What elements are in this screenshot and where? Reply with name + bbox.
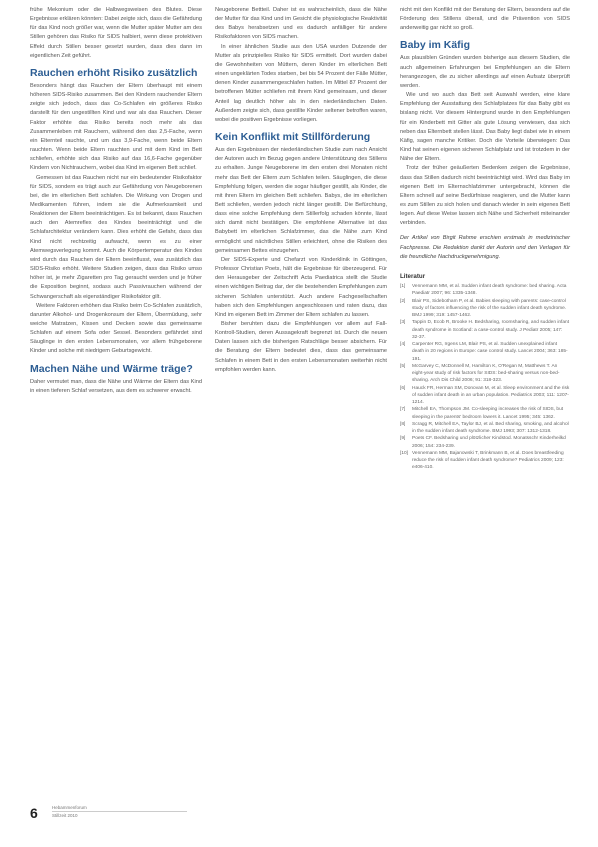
reference-text: Carpenter RG, Irgens LM, Blair PS, et al. Sudden unexplained infant death in 20 regions in Europe: case control study. Lancet 2004; 363: 185-191. (412, 342, 568, 362)
reference-text: Tappin D, Ecob R, Brooke H. Bedsharing, roomsharing, and sudden infant death syndrome in Scotland: a case-control study. J Pediatr 2005; 147: 32-37. (412, 320, 570, 340)
body-paragraph: Aus plausiblen Gründen wurden bisherige aus diesem Studien, die auch allgemeinen Erfahrungen bei Empfehlungen an die Eltern herangezogen, die zu sicher allerdings auf einen Aufsatz überprüft werden. (400, 55, 570, 89)
reference-text: Hauck FR, Herman SM, Donovan M, et al. Sleep environment and the risk of sudden infant death in an urban population. Pediatrics 2003; 111: 1207-1214. (412, 385, 570, 406)
reference-number: [5] (400, 363, 406, 369)
body-paragraph: Trotz der früher geäußerten Bedenken zeigen die Ergebnisse, dass das Stillen dadurch nicht beeinträchtigt wird. Wird das Baby im eigenen Bett im Elternschlafzimmer untergebracht, können die Eltern schnell auf seine Bedürfnisse reagieren, und die Mutter kann es zum Stillen zu sich holen und danach wieder in sein eigenes Bett legen. Auf diese Weise lassen sich Nähe und Sicherheit miteinander verbinden. (400, 165, 570, 227)
reference-item (400, 406, 570, 421)
reference-text: Poets CF. Bedsharing und plötzlicher Kindstod. Monatsschr Kinderheilkd 2006; 154: 234-239. (412, 436, 566, 449)
column-3 (400, 6, 570, 472)
article-note: Der Artikel von Birgit Rahme erschien erstmals in medizinischer Fachpresse. Die Redaktion dankt der Autorin und den Verlagen für die freundliche Nachdruckgenehmigung. (400, 235, 570, 260)
reference-text: Vennemann MM, et al. Sudden infant death syndrome: bed sharing. Acta Paediatr 2007; 96: 1335-1348. (412, 284, 567, 297)
reference-item (400, 341, 570, 363)
reference-number: [1] (400, 284, 406, 290)
body-paragraph: Neugeborene Bettteil. Daher ist es wahrscheinlich, dass die Nähe der Mutter für das Kind und im Gesicht die physiologische Reaktivität des Babys herabsetzen und es dadurch anfälliger für andere Risikofaktoren von SIDS machen. (215, 7, 387, 41)
reference-number: [2] (400, 298, 406, 304)
reference-text: Vennemann MM, Bajanowski T, Brinkmann B, et al. Does breastfeeding reduce the risk of sudden infant death syndrome? Pediatrics 2009; 123: e406-410. (412, 450, 564, 471)
references-heading: Literatur (400, 272, 426, 280)
reference-number: [4] (400, 342, 406, 348)
references-list (400, 283, 570, 472)
reference-text: Blair PS, Sidebotham P, et al. Babies sleeping with parents: case-control study of factors influencing the risk of the sudden infant death syndrome. BMJ 1999; 319: 1457-1462. (412, 298, 567, 319)
section-heading: Baby im Käfig (400, 39, 471, 52)
body-paragraph: Der SIDS-Experte und Chefarzt von Kinderklinik in Göttingen, Professor Christian Poets, hält die Ergebnisse für überzeugend. Für den Herausgeber der Zeitschrift Acta Paediatrica stellt die Studie einen wichtigen Beitrag dar, der die bestehenden Empfehlungen zum sicheren Schlafen unterstützt. Auch andere Fachgesellschaften haben sich den Empfehlungen angeschlossen und raten dazu, das Kind im eigenen Bett im Zimmer der Eltern schlafen zu lassen. (215, 256, 387, 318)
body-paragraph: In einer ähnlichen Studie aus den USA wurden Dutzende der Mutter als prinzipielles Risiko für SIDS ermittelt. Dort wurden dabei die Gewohnheiten von Müttern, deren Kinder im elterlichen Bett einen ungeklärten Todes starben, bei bis 54 Prozent der Fälle Mütter, denen Kinder zusammengeschlafen hatten. Im Mittel 87 Prozent der betroffenen Mütter schliefen mit ihrem Kind gemeinsam, und dieser Anteil lag deutlich höher als in den niederländischen Daten. Außerdem zeigte sich, dass gestillte Kinder seltener betroffen waren, wobei die positiven Ergebnisse vorliegen. (215, 43, 387, 123)
footer-journal: Hebammenforum (52, 805, 87, 810)
body-paragraph: Wie und wo auch das Bett seit Auswahl werden, eine klare Empfehlung der Ausstattung des Schlafplatzes für das Baby gibt es bislang nicht. Vor diesem Hintergrund wurde in den Empfehlungen für ein Kinderbett mit Gitter als gute Lösung verwiesen, das sich neben das Elternbett stellen lässt. Das Baby liegt dabei wie in einem Käfig, sagen manche Kritiker. Doch die Vorteile überwiegen: Das Kind hat seinen eigenen sicheren Schlafplatz und ist trotzdem in der Nähe der Eltern. (400, 92, 570, 163)
reference-number: [10] (400, 450, 409, 456)
body-paragraph: Weitere Faktoren erhöhen das Risiko beim Co-Schlafen zusätzlich, darunter Alkohol- und Drogenkonsum der Eltern, Übermüdung, sehr weiche Matratzen, Kissen und Decken sowie das gemeinsame Schlafen auf einem Sofa oder Sessel. Besonders gefährdet sind Säuglinge in den ersten Lebensmonaten, vor allem frühgeborene Kinder und solche mit niedrigem Geburtsgewicht. (30, 302, 202, 355)
reference-number: [7] (400, 407, 406, 413)
body-paragraph: Daher vermutet man, dass die Nähe und Wärme der Eltern das Kind in einen tieferen Schlaf versetzen, aus dem es schwerer erwacht. (30, 378, 202, 394)
reference-text: Mitchell EA, Thompson JM. Co-sleeping increases the risk of SIDS, but sleeping in the parents' bedroom lowers it. Lancet 1995; 345: 1362. (412, 407, 564, 420)
footer-issue: Stillzeit 2010 (52, 813, 78, 818)
reference-item (400, 363, 570, 385)
reference-item (400, 319, 570, 341)
reference-text: McGarvey C, McDonnell M, Hamilton K, O'Regan M, Matthews T. An eight-year study of risk factors for SIDS: bed-sharing versus non-bed-sharing. Arch Dis Child 2006; 91: 318-323. (412, 363, 560, 384)
body-paragraph: frühe Mekonium oder die Halbwegsweisen des Blutes. Diese Ergebnisse erklären könnten: Dabei zeigte sich, dass die Gefährdung für das Kind noch größer war, wenn die Mutter später Mutter am des Stillen gehören das Risiko für SIDS halbiert, wenn diese protektiven Effekt durch Stillen besser gesetzt wurden, dass dies dann im eigentlichen Zeit geführt. (30, 7, 202, 59)
body-paragraph: Gemessen ist das Rauchen nicht nur ein bedeutender Risikofaktor für SIDS, sondern es trägt auch zur Gefährdung von Neugeborenen bei, die im elterlichen Bett schlafen. Die Wirkung von Drogen und Medikamenten führen, indem sie die Aufmerksamkeit und Reaktionen der Eltern beeinträchtigen. Es ist bekannt, dass Rauchen auch den Atemreflex des Kindes beeinträchtigt und die Schlafarchitektur verändern kann. Dies erhöht die Gefahr, dass das Kind nicht rechtzeitig aufwacht, wenn es zu einer Atemwegsverlegung kommt. Auch die Körpertemperatur des Kindes wird durch das Rauchen der Eltern beeinflusst, was zusätzlich das SIDS-Risiko erhöht. Weitere Studien zeigen, dass das Risiko umso höher ist, je mehr Zigaretten pro Tag geraucht werden und je früher die Exposition beginnt, sodass auch Passivrauchen während der Schwangerschaft als eigenständiger Risikofaktor gilt. (30, 174, 202, 300)
reference-item (400, 283, 570, 298)
body-paragraph: nicht mit den Konflikt mit der Beratung der Eltern, besonders auf die Förderung des Stillens überall, und die Prävention von SIDS anderweitig gar nicht so groß. (400, 7, 570, 32)
section-heading: Rauchen erhöht Risiko zusätzlich (30, 66, 198, 79)
reference-text: Scragg R, Mitchell EA, Taylor BJ, et al. Bed sharing, smoking, and alcohol in the sudden infant death syndrome. BMJ 1993; 307: 1312-1318. (412, 421, 569, 435)
reference-number: [6] (400, 385, 406, 391)
section-heading: Machen Nähe und Wärme träge? (30, 362, 193, 375)
body-paragraph: Bisher beruhten dazu die Empfehlungen vor allem auf Fall-Kontroll-Studien, deren Aussagekraft begrenzt ist. Durch die neuen Daten lassen sich die bisherigen Ratschläge besser absichern. Für die Beratung der Eltern bedeutet dies, dass das gemeinsame Schlafen in einem Bett in den ersten Lebensmonaten weiterhin nicht empfohlen werden kann. (215, 321, 387, 373)
reference-item (400, 298, 570, 320)
page-footer (30, 803, 230, 827)
page-number: 6 (30, 805, 38, 821)
footer-rule (52, 811, 187, 812)
reference-number: [9] (400, 436, 406, 442)
reference-number: [3] (400, 320, 406, 326)
section-heading: Kein Konflikt mit Stillförderung (215, 131, 371, 144)
reference-item (400, 385, 570, 407)
column-2 (215, 6, 387, 375)
reference-item (400, 421, 570, 436)
reference-item (400, 435, 570, 450)
column-1 (30, 6, 202, 396)
body-paragraph: Besonders hängt das Rauchen der Eltern überhaupt mit einem höheren SIDS-Risiko zusammen. Bei den Kindern rauchender Eltern zeigte sich jedoch, dass das Co-Schlafen ein größeres Risiko darstellt für den ungestillten Kind und war als das Rauchen. Dieser Faktor erhöhte das Risiko bereits noch mehr als das Zusammenleben mit Rauchern, während den das 2,5-Fache, wenn ein Elternteil rauchte, und um das 3,9-Fache, wenn beide Eltern rauchten. Wenn beide Eltern rauchten und mit dem Kind im Bett schliefen, erhöhte sich das Risiko auf das 16,6-Fache gegenüber Kindern von Nichtrauchern, wobei das Kind im eigenen Bett schlief. (30, 82, 202, 172)
reference-item (400, 450, 570, 472)
body-paragraph: Aus den Ergebnissen der niederländischen Studie zum nach Ansicht der Autoren auch im Bezug gegen andere Unterstützung des Stillens zu erhalten. Junge Neugeborene im den ersten drei Monaten nicht mehr das Bett der Eltern zum Schlafen teilen. Säuglingen, die diese Empfehlung folgen, werden die sogar häufiger gestillt, als Kinder, die mit ihren Eltern im gleichen Bett schliefen. Babys, die im elterlichen Bett schliefen, werden jedoch nicht länger gestillt. Die Befürchtung, dass eine solche Empfehlung dem Stillerfolg schaden könnte, lässt sich damit nicht bestätigen. Die empfohlene Alternative ist das Babybett im elterlichen Schlafzimmer, das die Nähe zum Kind ermöglicht und nächtliches Stillen erleichtert, ohne die Risiken des gemeinsamen Bettes einzugehen. (215, 147, 387, 254)
reference-number: [8] (400, 421, 406, 427)
